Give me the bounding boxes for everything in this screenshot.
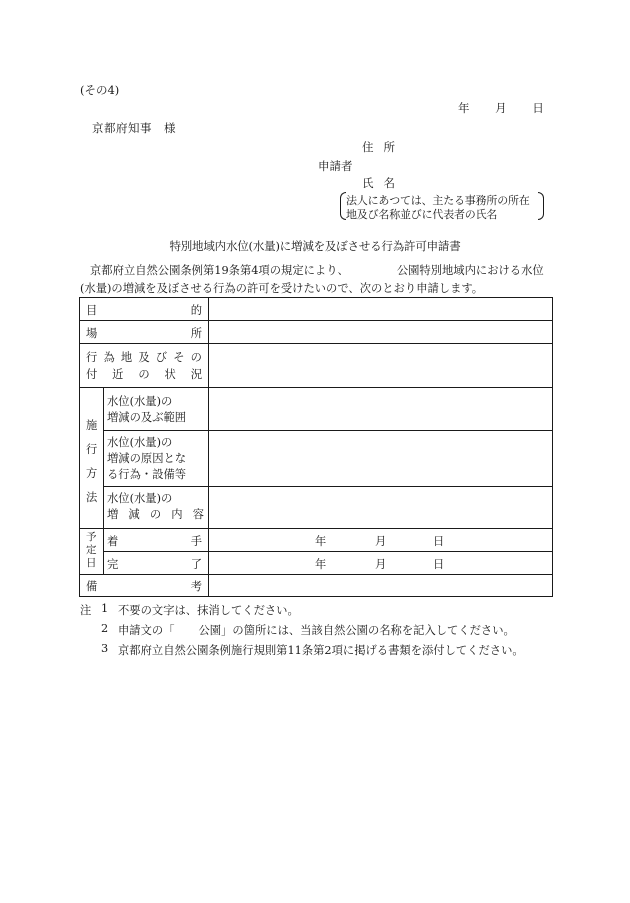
row-divider: [80, 343, 552, 344]
date-year-label: 年: [458, 101, 470, 115]
row-divider: [80, 387, 552, 388]
application-form-table: [79, 297, 553, 597]
finish-date-month: 月: [375, 558, 387, 571]
start-label: 着 手: [107, 535, 202, 548]
content-field[interactable]: [210, 488, 550, 527]
application-date: [458, 100, 544, 116]
statement-line-1: [80, 262, 554, 280]
right-bracket: [538, 192, 544, 220]
note-1-text: 不要の文字は、抹消してください。: [118, 604, 299, 617]
document-title: 特別地域内水位(水量)に増減を及ぼさせる行為許可申請書: [169, 239, 461, 253]
range-field[interactable]: [210, 389, 550, 429]
finish-label: 完 了: [107, 558, 202, 571]
form-number-label: (その4): [80, 83, 120, 97]
corporation-note: [340, 190, 544, 222]
row-divider: [103, 486, 552, 487]
row-divider: [103, 430, 552, 431]
schedule-group-label: 予 定 日: [86, 531, 97, 569]
corporation-note-line-1: 法人にあつては、主たる事務所の所在: [346, 194, 530, 207]
finish-date-year: 年: [315, 558, 327, 571]
method-group-label: 施 行 方 法: [86, 419, 98, 504]
finish-date-day: 日: [433, 558, 445, 571]
start-date-month: 月: [375, 535, 387, 548]
address-label: 住所: [362, 140, 405, 154]
column-divider: [208, 298, 209, 596]
remarks-label: 備 考: [86, 580, 202, 593]
date-day-label: 日: [532, 101, 544, 115]
start-date-day: 日: [433, 535, 445, 548]
statement-line-2: (水量)の増減を及ぼさせる行為の許可を受けたいので、次のとおり申請します。: [80, 282, 484, 295]
site-field[interactable]: [210, 345, 550, 385]
row-divider: [80, 574, 552, 575]
note-3-text: 京都府立自然公園条例施行規則第11条第2項に掲げる書類を添付してください。: [118, 644, 524, 657]
site-label-line-2: 付 近 の 状 況: [86, 368, 202, 381]
range-label: 水位(水量)の 増減の及ぶ範囲: [107, 395, 187, 424]
purpose-label: 目 的: [86, 304, 202, 317]
note-2-number: 2: [101, 622, 109, 635]
start-date-year: 年: [315, 535, 327, 548]
column-divider: [103, 387, 104, 574]
addressee: 京都府知事 様: [92, 121, 176, 135]
place-field[interactable]: [210, 322, 550, 342]
row-divider: [103, 551, 552, 552]
note-prefix: 注: [80, 604, 92, 617]
place-label: 場 所: [86, 327, 202, 340]
note-1-number: 1: [101, 602, 109, 615]
note-2-text: 申請文の「 公園」の箇所には、当該自然公園の名称を記入してください。: [118, 624, 515, 637]
purpose-field[interactable]: [210, 299, 550, 319]
row-divider: [80, 528, 552, 529]
applicant-label: 申請者: [318, 159, 353, 173]
statement-line-1-b: 公園特別地域内における水位: [396, 264, 544, 277]
corporation-note-line-2: 地及び名称並びに代表者の氏名: [346, 208, 498, 221]
remarks-field[interactable]: [210, 576, 550, 595]
site-label-line-1: 行 為 地 及 び そ の: [86, 351, 202, 364]
cause-field[interactable]: [210, 432, 550, 485]
statement-line-1-a: 京都府立自然公園条例第19条第4項の規定により、: [90, 264, 349, 277]
application-statement: [80, 262, 554, 298]
date-month-label: 月: [495, 101, 507, 115]
name-label: 氏名: [362, 176, 405, 190]
cause-label: 水位(水量)の 増減の原因とな る行為・設備等: [107, 436, 187, 481]
row-divider: [80, 320, 552, 321]
note-3-number: 3: [101, 642, 109, 655]
content-label: 水位(水量)の 増 減 の 内 容: [107, 492, 204, 521]
